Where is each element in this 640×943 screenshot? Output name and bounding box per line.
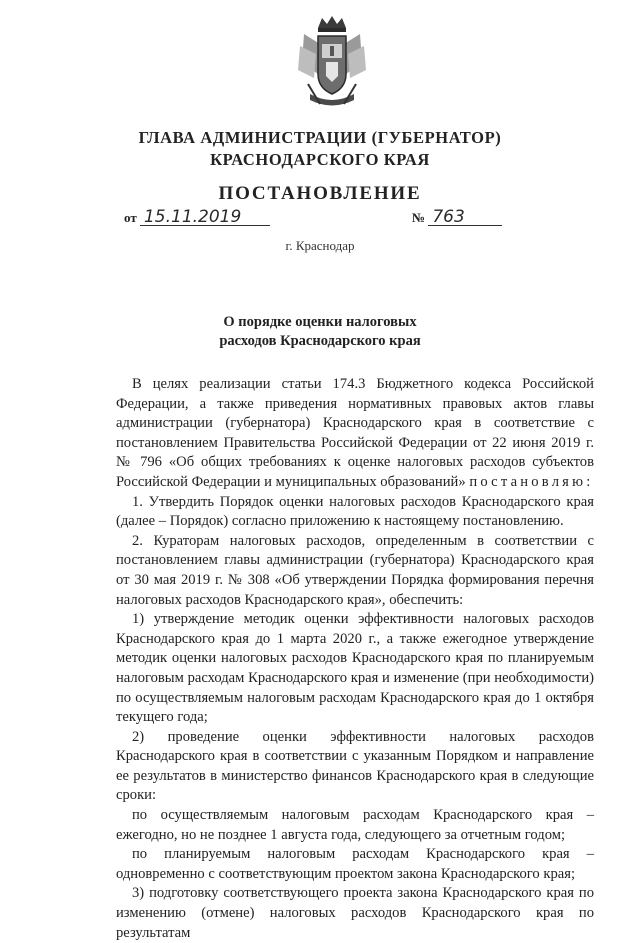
- number-field: [412, 209, 502, 226]
- authority-name-line-1: ГЛАВА АДМИНИСТРАЦИИ (ГУБЕРНАТОР): [138, 128, 502, 147]
- paragraph-preamble: [116, 375, 594, 493]
- date-value: 15.11.2019: [140, 209, 270, 226]
- coat-of-arms-icon: [296, 14, 368, 112]
- paragraph-2-1: 1) утверждение методик оценки эффективности налоговых расходов Краснодарского края до 1 марта 2020 г., а также ежегодное утверждение методик оценки налоговых расходов Краснодарского края по планируемым налоговым расходам Краснодарского края и изменение (при необходимости) по осуществляемым налоговым расходам Краснодарского края до 1 октября текущего года;: [116, 611, 594, 726]
- document-type-heading: ПОСТАНОВЛЕНИЕ: [218, 183, 422, 204]
- paragraph-2-2: 2) проведение оценки эффективности налоговых расходов Краснодарского края в соответствии с указанным Порядком и направление ее результатов в министерство финансов Краснодарского края в следующие сроки:: [116, 728, 594, 804]
- document-title: [0, 313, 640, 351]
- paragraph-2: 2. Кураторам налоговых расходов, определенным в соответствии с постановлением главы администрации (губернатора) Краснодарского края от 30 мая 2019 г. № 308 «Об утверждении Порядка формирования перечня налоговых расходов Краснодарского края», обеспечить:: [116, 532, 594, 608]
- resolution-word: постановляю:: [469, 473, 594, 490]
- paragraph-2-2-b: по планируемым налоговым расходам Краснодарского края – одновременно с соответствующим проектом закона Краснодарского края;: [116, 846, 594, 882]
- title-line-2: расходов Краснодарского края: [219, 333, 421, 349]
- preamble-text: В целях реализации статьи 174.3 Бюджетного кодекса Российской Федерации, а также приведения нормативных правовых актов главы администрации (губернатора) Краснодарского края в соответствие с постановлением Правительства Российской Федерации от 22 июня 2019 г. № 796 «Об общих требованиях к оценке налоговых расходов субъектов Российской Федерации и муниципальных образований»: [116, 376, 594, 490]
- document-body: [116, 375, 594, 943]
- number-prefix: №: [412, 210, 426, 225]
- paragraph-1: 1. Утвердить Порядок оценки налоговых расходов Краснодарского края (далее – Порядок) согласно приложению к настоящему постановлению.: [116, 493, 594, 530]
- authority-name-line-2: КРАСНОДАРСКОГО КРАЯ: [210, 150, 430, 169]
- date-prefix: от: [124, 210, 137, 225]
- date-field: [124, 209, 270, 226]
- title-line-1: О порядке оценки налоговых: [223, 314, 417, 330]
- number-value: 763: [428, 209, 502, 226]
- city-name: г. Краснодар: [285, 238, 355, 253]
- paragraph-2-3: 3) подготовку соответствующего проекта закона Краснодарского края по изменению (отмене) налоговых расходов Краснодарского края по результатам: [116, 885, 594, 941]
- paragraph-2-2-a: по осуществляемым налоговым расходам Краснодарского края – ежегодно, но не позднее 1 августа года, следующего за отчетным годом;: [116, 807, 594, 843]
